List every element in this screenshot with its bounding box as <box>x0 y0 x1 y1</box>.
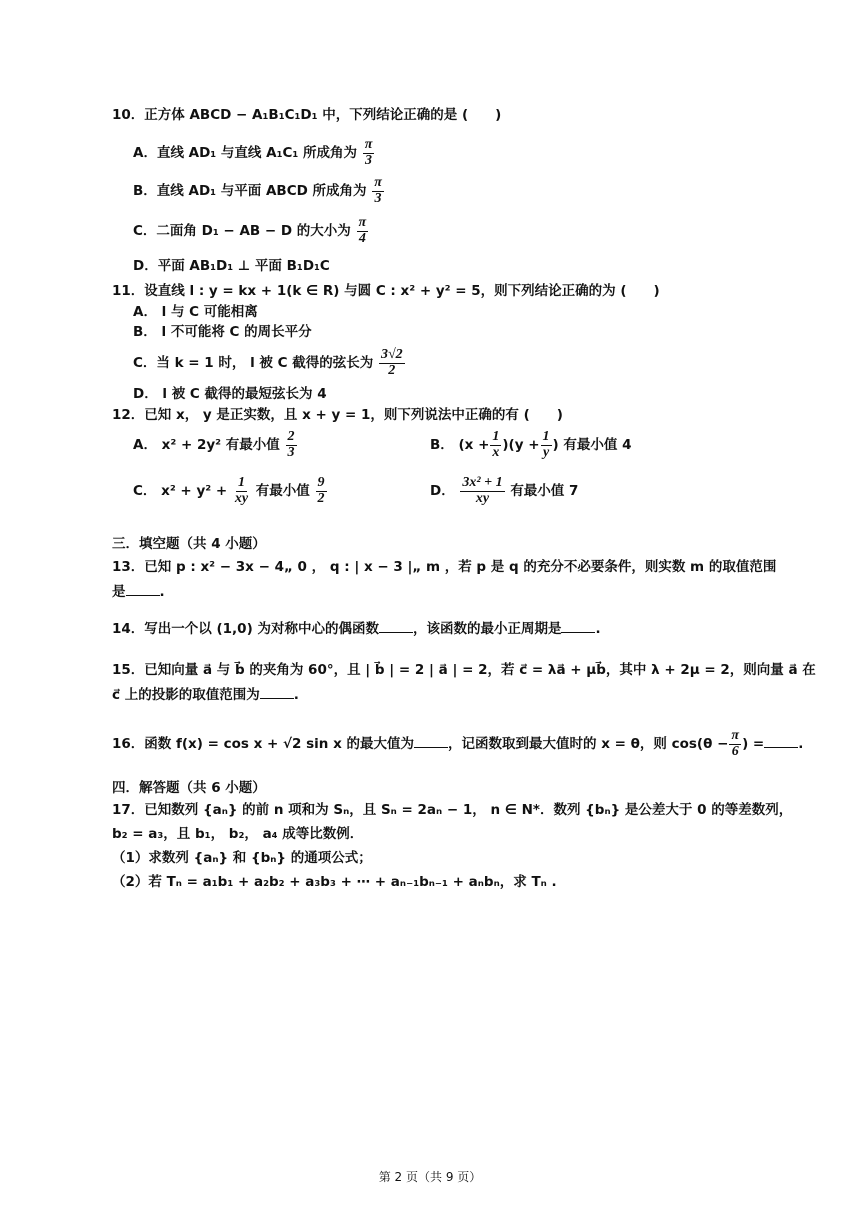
q10-option-b <box>133 176 385 206</box>
q10-option-b-fraction: $\frac{\pi}{3}$ <box>374 175 382 206</box>
q12-option-d-post: 有最小值 7 <box>510 483 579 500</box>
q12-option-b-fraction-y: $\frac{1}{y}$ <box>542 429 550 460</box>
q16-blank-1 <box>414 735 448 748</box>
q12-option-b <box>430 430 632 460</box>
q13-line2 <box>112 583 165 601</box>
q12-stem: 12．已知 x， y 是正实数，且 x + y = 1，则下列说法中正确的有 ( ) <box>112 407 563 423</box>
q11-option-a: A． l 与 C 可能相离 <box>133 304 258 320</box>
q17-line2: b₂ = a₃，且 b₁， b₂， a₄ 成等比数例． <box>112 826 364 842</box>
q12-option-a <box>133 430 298 460</box>
q10-stem: 10．正方体 ABCD − A₁B₁C₁D₁ 中，下列结论正确的是 ( ) <box>112 107 502 123</box>
q13-line1: 13．已知 p : x² − 3x − 4„ 0 ， q : | x − 3 |„ m ，若 p 是 q 的充分不必要条件，则实数 m 的取值范围 <box>112 559 777 575</box>
q13-line2-pre: 是 <box>112 584 126 600</box>
q12-option-d-pre: D． <box>430 483 455 500</box>
q12-option-b-pre: B． (x + <box>430 437 490 454</box>
q10-option-b-text: B．直线 AD₁ 与平面 ABCD 所成角为 <box>133 183 367 200</box>
q11-option-c-text: C．当 k = 1 时， l 被 C 截得的弦长为 <box>133 355 374 372</box>
q11-option-b: B． l 不可能将 C 的周长平分 <box>133 324 312 340</box>
q14-blank-1 <box>379 620 413 633</box>
q13-answer-blank <box>126 583 160 596</box>
q10-option-a-fraction: $\frac{\pi}{3}$ <box>364 137 373 168</box>
q15-line2-post: . <box>293 687 299 703</box>
q17-line4: （2）若 Tₙ = a₁b₁ + a₂b₂ + a₃b₃ + ⋯ + aₙ₋₁bₙ₋₁ + aₙbₙ，求 Tₙ . <box>112 874 557 890</box>
q12-option-c-mid: 有最小值 <box>255 483 310 500</box>
q12-option-c-fraction-2: $\frac{9}{2}$ <box>317 475 325 506</box>
q16-mid: ，记函数取到最大值时的 x = θ，则 cos(θ − <box>448 736 729 753</box>
q17-line3: （1）求数列 {aₙ} 和 {bₙ} 的通项公式； <box>112 850 372 866</box>
q12-option-c-pre: C． x² + y² + <box>133 483 228 500</box>
q12-option-c <box>133 476 328 506</box>
q16 <box>112 729 803 759</box>
q11-stem: 11．设直线 l : y = kx + 1(k ∈ R) 与圆 C : x² + y² = 5，则下列结论正确的为 ( ) <box>112 283 660 299</box>
q16-blank-2 <box>764 735 798 748</box>
q12-option-d-fraction: $\frac{\text{3x² + 1}}{xy}$ <box>462 475 503 506</box>
q10-option-a-text: A．直线 AD₁ 与直线 A₁C₁ 所成角为 <box>133 145 357 162</box>
q10-option-c <box>133 216 369 246</box>
q12-option-b-mid: )(y + <box>502 437 540 454</box>
q12-option-a-fraction: $\frac{2}{3}$ <box>287 429 295 460</box>
q14-pre: 14．写出一个以 (1,0) 为对称中心的偶函数 <box>112 621 379 637</box>
q16-pre: 16．函数 f(x) = cos x + √2 sin x 的最大值为 <box>112 736 415 753</box>
q15-line2-pre: c⃗ 上的投影的取值范围为 <box>112 687 260 703</box>
q14 <box>112 620 601 638</box>
q15-line1: 15．已知向量 a⃗ 与 b⃗ 的夹角为 60°，且 | b⃗ | = 2 | a⃗ | = 2，若 c⃗ = λa⃗ + μb⃗，其中 λ + 2μ = 2，则向量 a⃗ 在 <box>112 662 816 678</box>
q12-option-b-post: ) 有最小值 4 <box>552 437 632 454</box>
q13-line2-post: . <box>159 584 165 600</box>
q16-fraction: $\frac{\pi}{6}$ <box>731 728 740 759</box>
q14-blank-2 <box>561 620 595 633</box>
q11-option-d: D． l 被 C 截得的最短弦长为 4 <box>133 386 327 402</box>
section-3-heading: 三．填空题（共 4 小题） <box>112 536 266 552</box>
page-footer: 第 2 页（共 9 页） <box>378 1170 482 1184</box>
q10-option-c-text: C．二面角 D₁ − AB − D 的大小为 <box>133 223 351 240</box>
q11-option-c <box>133 348 406 378</box>
q15-blank <box>260 686 294 699</box>
q10-option-c-fraction: $\frac{\pi}{4}$ <box>358 215 367 246</box>
q12-option-b-fraction-x: $\frac{1}{x}$ <box>492 429 500 460</box>
q11-option-c-fraction: $\frac{3√2}{2}$ <box>380 347 403 378</box>
q15-line2 <box>112 686 299 704</box>
q14-post: . <box>595 621 601 637</box>
q12-option-a-text: A． x² + 2y² 有最小值 <box>133 437 280 454</box>
q17-line1: 17．已知数列 {aₙ} 的前 n 项和为 Sₙ，且 Sₙ = 2aₙ − 1， n ∈ N*．数列 {bₙ} 是公差大于 0 的等差数列， <box>112 802 793 818</box>
q14-mid: ，该函数的最小正周期是 <box>412 621 562 637</box>
q16-mid2: ) = <box>742 736 765 753</box>
q10-option-a <box>133 138 375 168</box>
section-4-heading: 四．解答题（共 6 小题） <box>112 780 266 796</box>
q12-option-d <box>430 476 578 506</box>
q10-option-d: D．平面 AB₁D₁ ⊥ 平面 B₁D₁C <box>133 258 330 274</box>
q16-post: . <box>798 736 804 753</box>
q12-option-c-fraction-1: $\frac{1}{xy}$ <box>234 475 249 506</box>
